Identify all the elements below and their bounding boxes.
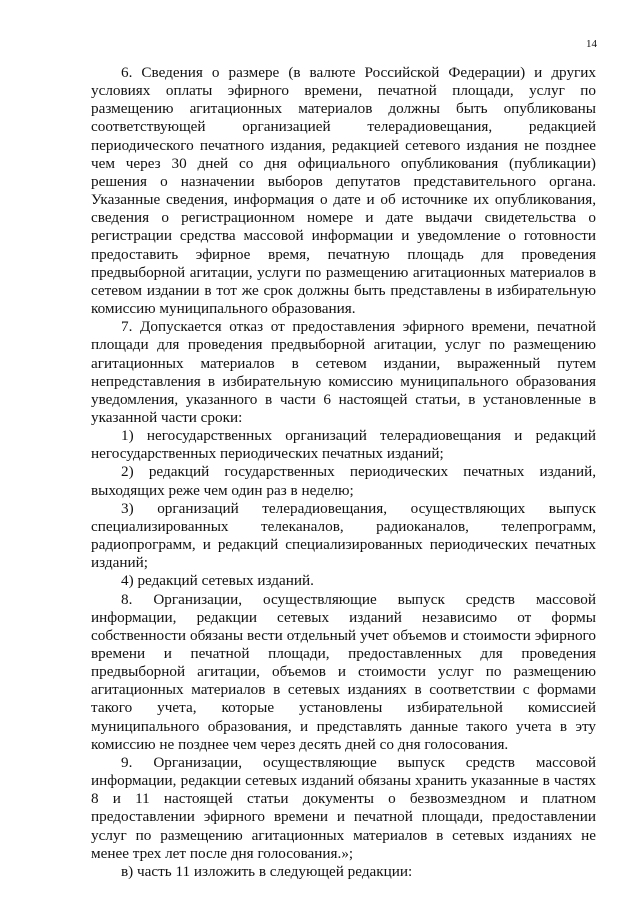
list-item-4: 4) редакций сетевых изданий. — [121, 572, 314, 590]
list-item-1: 1) негосударственных организаций телерадиовещания и редакций негосударственных периодических печатных изданий; — [91, 427, 596, 463]
page-number: 14 — [586, 38, 597, 50]
document-body — [91, 64, 596, 881]
paragraph-amendment-v: в) часть 11 изложить в следующей редакции: — [121, 862, 413, 880]
paragraph-part-6: 6. Сведения о размере (в валюте Российской Федерации) и других условиях оплаты эфирного времени, печатной площади, услуг по размещению агитационных материалов должны быть опубликованы соответствующей организацией телерадиовещания, редакцией периодического печатного издания, редакцией сетевого издания не позднее чем через 30 дней со дня официального опубликования (публикации) решения о назначении выборов депутатов представительного органа. Указанные сведения, информация о дате и об источнике их опубликования, сведения о регистрационном номере и дате выдачи свидетельства о регистрации средства массовой информации и уведомление о готовности предоставить эфирное время, печатную площадь для проведения предвыборной агитации, услуги по размещению агитационных материалов в сетевом издании в тот же срок должны быть представлены в избирательную комиссию муниципального образования. — [91, 64, 596, 318]
list-item-2: 2) редакций государственных периодических печатных изданий, выходящих реже чем один раз в неделю; — [91, 463, 596, 499]
paragraph-part-8: 8. Организации, осуществляющие выпуск средств массовой информации, редакции сетевых изданий независимо от формы собственности обязаны вести отдельный учет объемов и стоимости эфирного времени и печатной площади, предоставленных для проведения предвыборной агитации, объемов и стоимости услуг по размещению агитационных материалов в сетевых изданиях в соответствии с формами такого учета, которые установлены избирательной комиссией муниципального образования, и представлять данные такого учета в эту комиссию не позднее чем через десять дней со дня голосования. — [91, 590, 596, 753]
list-item-3: 3) организаций телерадиовещания, осуществляющих выпуск специализированных телеканалов, радиоканалов, телепрограмм, радиопрограмм, и редакций специализированных периодических печатных изданий; — [91, 499, 596, 572]
paragraph-part-7: 7. Допускается отказ от предоставления эфирного времени, печатной площади для проведения предвыборной агитации, услуг по размещению агитационных материалов в сетевом издании, выраженный путем непредставления в избирательную комиссию муниципального образования уведомления, указанного в части 6 настоящей статьи, в установленные в указанной части сроки: — [91, 318, 596, 426]
paragraph-part-9: 9. Организации, осуществляющие выпуск средств массовой информации, редакции сетевых изданий обязаны хранить указанные в частях 8 и 11 настоящей статьи документы о безвозмездном и платном предоставлении эфирного времени и печатной площади, предоставлении услуг по размещению агитационных материалов в сетевых изданиях не менее трех лет после дня голосования.»; — [91, 753, 596, 862]
